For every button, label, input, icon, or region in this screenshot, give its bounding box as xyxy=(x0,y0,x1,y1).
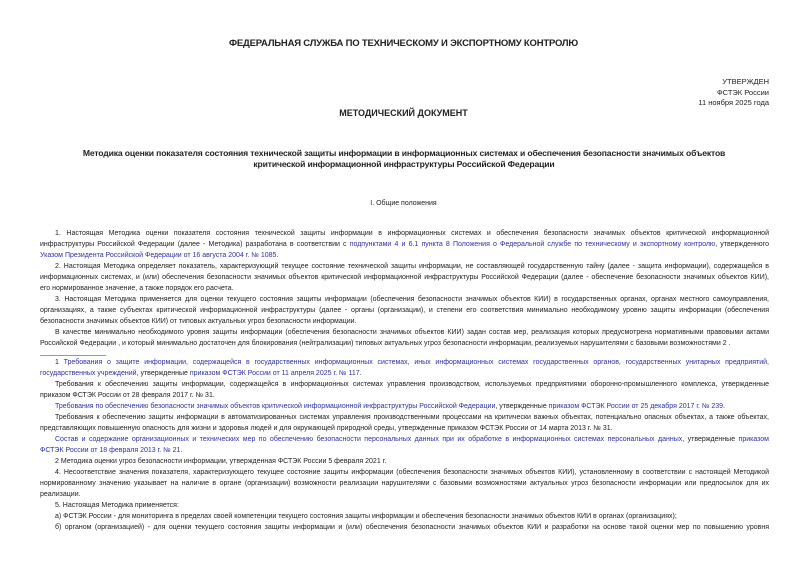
text-line xyxy=(40,522,769,533)
document-link[interactable]: государственных учреждений xyxy=(40,370,137,377)
text-run: а) ФСТЭК России - для мониторинга в пределах своей компетенции текущего состояния защиты информации и обеспечения безопасности значимых объектов КИИ в органах (организациях); xyxy=(55,513,677,520)
text-run: . xyxy=(180,447,183,454)
text-line xyxy=(40,228,769,239)
approved-label: УТВЕРЖДЕН xyxy=(722,77,769,86)
document-link[interactable]: Требования по обеспечению безопасности значимых объектов критической информационной инфраструктуры Российской Федерации xyxy=(55,403,496,410)
text-line xyxy=(40,261,769,272)
text-line xyxy=(40,305,769,316)
agency-header: ФЕДЕРАЛЬНАЯ СЛУЖБА ПО ТЕХНИЧЕСКОМУ И ЭКСПОРТНОМУ КОНТРОЛЮ xyxy=(229,38,578,49)
text-run: нормированному значению указывает на наличие в органе (организации) возможности реализации нарушителями с базовыми возможностями актуальных угроз безопасности информации или предпосылок для их xyxy=(40,480,769,487)
section-heading: I. Общие положения xyxy=(370,200,437,207)
document-link[interactable]: Требования о защите информации, содержащейся в государственных информационных системах, иных информационных системах государственных органов, государственных унитарных предприятий, xyxy=(63,359,769,366)
text-line xyxy=(40,456,769,467)
text-run: приказом ФСТЭК России от 28 февраля 2017 г. № 31. xyxy=(40,392,215,399)
text-line xyxy=(40,316,769,327)
title-line: Методика оценки показателя состояния технической защиты информации в информационных системах и обеспечения безопасности значимых объектов xyxy=(82,148,726,158)
text-run: представляющих повышенную опасность для жизни и здоровья людей и для окружающей природной среды, утвержденные приказом ФСТЭК России от 14 марта 2013 г. № 31. xyxy=(40,425,613,432)
text-run: организациях, а также субъектах критической информационной инфраструктуры (далее - органы (организации), и степени его соответствия минимально необходимому уровню защиты информации (обеспечения xyxy=(40,307,769,314)
text-run: инфраструктуры Российской Федерации (далее - Методика) разработана в соответствии с xyxy=(40,241,350,248)
document-type: МЕТОДИЧЕСКИЙ ДОКУМЕНТ xyxy=(339,108,468,118)
document-link[interactable]: Указом Президента Российской Федерации от 16 августа 2004 г. № 1085 xyxy=(40,252,277,259)
text-line xyxy=(40,368,769,379)
text-run: реализации. xyxy=(40,491,81,498)
title-line: критической информационной инфраструктуры Российской Федерации xyxy=(253,159,555,169)
text-line xyxy=(40,239,769,250)
document-link[interactable]: ФСТЭК России от 18 февраля 2013 г. № 21 xyxy=(40,447,181,454)
text-run: Требования к обеспечению защиты информации, содержащейся в информационных системах управления производством, используемых предприятиями оборонно-промышленного комплекса, утвержденные xyxy=(55,381,769,388)
text-line xyxy=(40,423,769,434)
text-line xyxy=(40,283,769,294)
text-line xyxy=(40,489,769,500)
text-run: , утвержденные xyxy=(136,370,190,377)
text-run: 3. Настоящая Методика применяется для оценки текущего состояния защиты информации (обеспечения безопасности значимых объектов КИИ) в государственных органах, органах местного самоуправления, xyxy=(55,296,769,303)
text-line xyxy=(40,467,769,478)
document-link[interactable]: приказом xyxy=(738,436,769,443)
text-run: его нормированное значение, а также порядок его расчета. xyxy=(40,285,234,292)
text-line xyxy=(40,357,769,368)
text-line xyxy=(40,338,769,349)
text-run: Российской Федерации , и который минимально достаточен для блокирования (нейтрализации) типовых актуальных угроз безопасности информации, реализуемых нарушителями с базовыми возможностями xyxy=(40,340,721,347)
text-run: , утвержденного xyxy=(715,241,769,248)
text-line xyxy=(40,445,769,456)
text-run: В качестве минимально необходимого уровня защиты информации (обеспечения безопасности значимых объектов КИИ) задан состав мер, реализация которых предусмотрена нормативными правовыми актами xyxy=(55,329,769,336)
text-run: , утвержденные xyxy=(495,403,549,410)
text-run: 2 . xyxy=(720,340,731,347)
text-run: , утвержденные xyxy=(682,436,739,443)
text-run: . xyxy=(359,370,362,377)
text-run: . xyxy=(276,252,279,259)
document-link[interactable]: Состав и содержание организационных и технических мер по обеспечению безопасности персональных данных при их обработке в информационных системах персональных данных xyxy=(55,436,683,443)
text-line xyxy=(40,294,769,305)
document-link[interactable]: приказом ФСТЭК России от 25 декабря 2017 г. № 239 xyxy=(548,403,724,410)
document-link[interactable]: приказом ФСТЭК России от 11 апреля 2025 г. № 117 xyxy=(189,370,360,377)
text-line xyxy=(40,434,769,445)
document-body xyxy=(40,228,769,533)
text-run: 1. Настоящая Методика оценки показателя состояния технической защиты информации в информационных системах и обеспечения безопасности значимых объектов критической информационной xyxy=(55,230,769,237)
text-run: 2 Методика оценки угроз безопасности информации, утвержденная ФСТЭК России 5 февраля 2021 г. xyxy=(55,458,387,465)
text-line xyxy=(40,379,769,390)
text-run: 1 xyxy=(55,359,64,366)
text-line xyxy=(40,272,769,283)
approved-by: ФСТЭК России xyxy=(716,87,769,97)
text-line xyxy=(40,412,769,423)
document-title xyxy=(40,148,768,170)
text-run: 4. Несоответствие значения показателя, характеризующего текущее состояние защиты информации (обеспечения безопасности значимых объектов КИИ), установленному в соответствии с настоящей Методикой xyxy=(55,469,769,476)
approval-block xyxy=(698,77,769,109)
text-line xyxy=(40,401,769,412)
text-line xyxy=(40,478,769,489)
text-line xyxy=(40,511,769,522)
text-run: Требования к обеспечению защиты информации в автоматизированных системах управления производственными процессами на критически важных объектах, потенциально опасных объектах, а также объектах, xyxy=(55,414,769,421)
document-link[interactable]: подпунктами 4 и 6.1 пункта 8 Положения о Федеральной службе по техническому и экспортному контролю xyxy=(349,241,716,248)
text-run: 2. Настоящая Методика определяет показатель, характеризующий текущее состояние технической защиты информации, не составляющей государственную тайну (далее - защита информации), содержащейся в xyxy=(55,263,769,270)
text-run: 5. Настоящая Методика применяется: xyxy=(55,502,179,509)
text-line xyxy=(40,390,769,401)
footnote-divider xyxy=(40,355,106,356)
text-run: б) органом (организацией) - для оценки текущего состояния защиты информации и (или) обеспечения безопасности значимых объектов КИИ и разработки на основе такой оценки мер по повышению уровня xyxy=(55,524,769,531)
text-run: информационных системах, и (или) обеспечения безопасности значимых объектов критической информационной инфраструктуры Российской Федерации (далее - обеспечение безопасности значимых объектов КИИ), xyxy=(40,274,769,281)
text-run: . xyxy=(723,403,726,410)
text-run: безопасности значимых объектов КИИ) от типовых актуальных угроз безопасности информации. xyxy=(40,318,357,325)
text-line xyxy=(40,500,769,511)
approved-date: 11 ноября 2025 года xyxy=(698,98,769,107)
text-line xyxy=(40,250,769,261)
text-line xyxy=(40,327,769,338)
